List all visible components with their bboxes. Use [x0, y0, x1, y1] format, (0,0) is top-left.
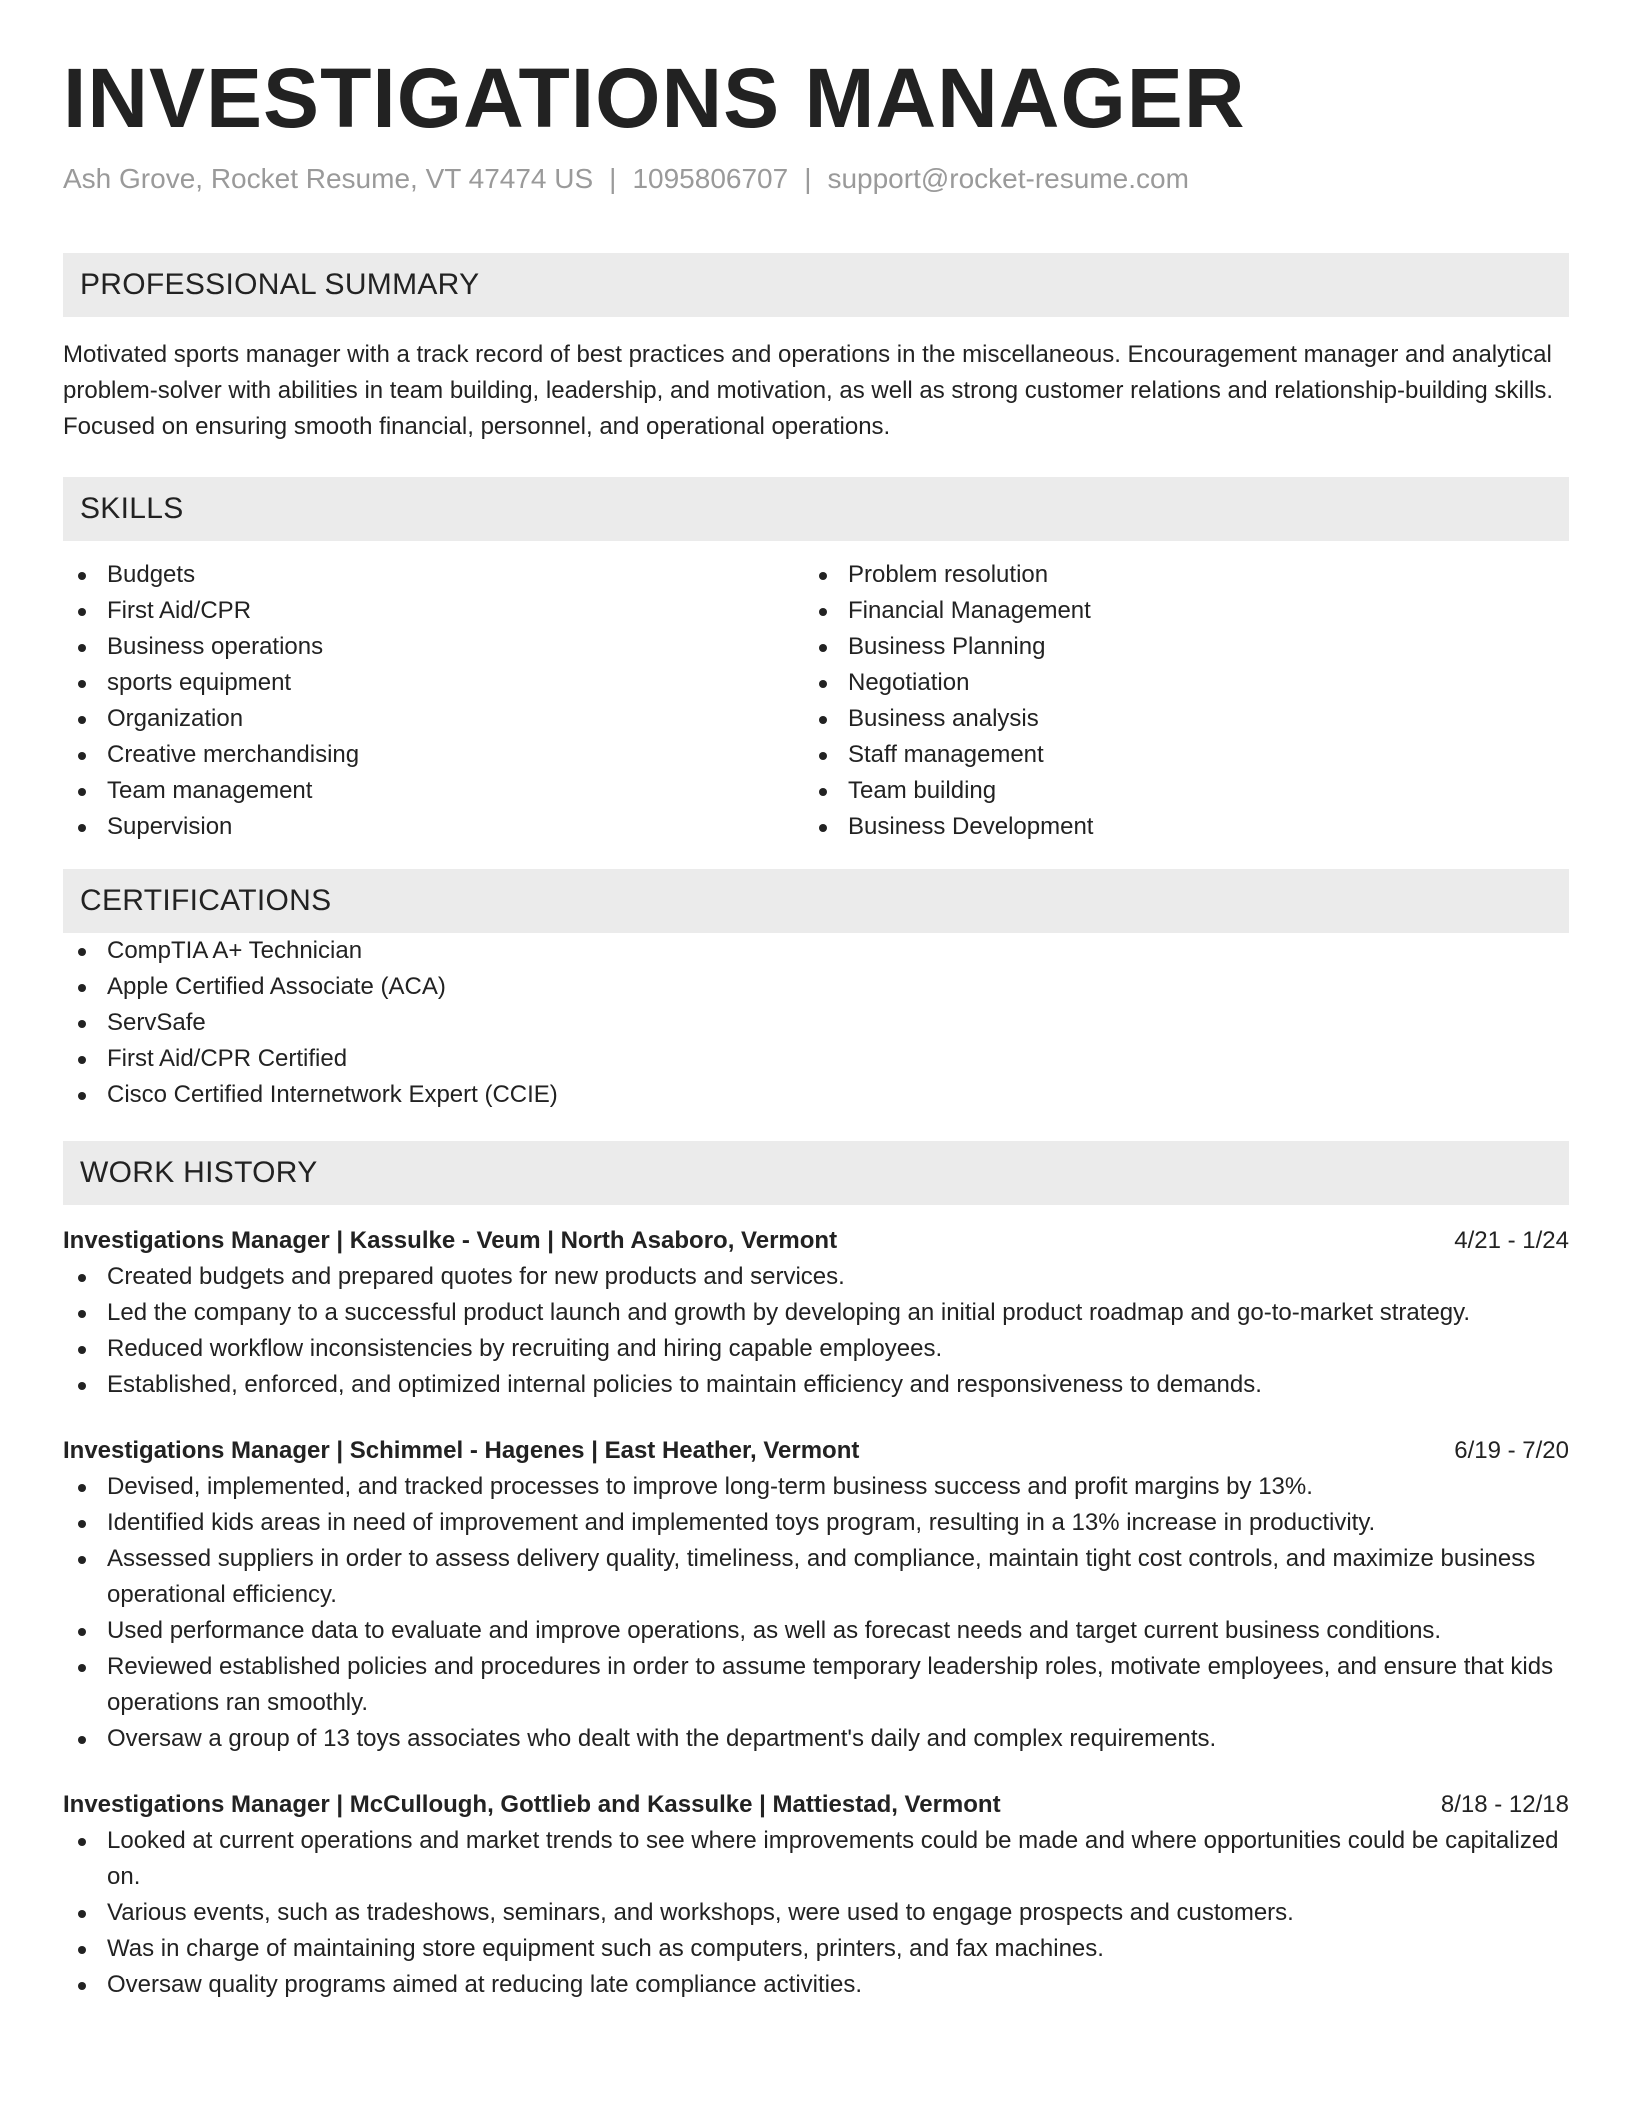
job-bullet: Led the company to a successful product launch and growth by developing an initial product roadmap and go-to-market strategy.	[63, 1295, 1569, 1331]
bullet-dot-icon	[78, 572, 86, 580]
bullet-dot-icon	[819, 572, 827, 580]
job-bullet-list	[63, 1469, 1569, 1757]
job-entry	[63, 1787, 1569, 2003]
skill-item: Business operations	[63, 629, 804, 665]
summary-text: Motivated sports manager with a track record of best practices and operations in the miscellaneous. Encouragement manager and analytical problem-solver with abilities in team building, leadership, and motivation, as well as strong customer relations and relationship-building skills. Focused on ensuring smooth financial, personnel, and operational operations.	[63, 340, 1554, 440]
contact-phone: 1095806707	[632, 162, 789, 194]
skill-item: Budgets	[63, 557, 804, 593]
bullet-dot-icon	[78, 716, 86, 724]
job-bullet: Reviewed established policies and procedures in order to assume temporary leadership roles, motivate employees, and ensure that kids operations ran smoothly.	[63, 1649, 1569, 1721]
certifications-section-heading: CERTIFICATIONS	[63, 869, 1569, 933]
skill-item: Business Planning	[804, 629, 1545, 665]
skills-grid	[63, 557, 1569, 845]
bullet-dot-icon	[78, 788, 86, 796]
job-dates: 8/18 - 12/18	[1440, 1790, 1569, 1818]
job-bullet: Reduced workflow inconsistencies by recruiting and hiring capable employees.	[63, 1331, 1569, 1367]
job-dates: 4/21 - 1/24	[1454, 1226, 1569, 1254]
skills-list-right	[804, 557, 1545, 845]
skill-item: Creative merchandising	[63, 737, 804, 773]
job-title: Investigations Manager | Kassulke - Veum | North Asaboro, Vermont	[63, 1226, 838, 1254]
bullet-dot-icon	[78, 680, 86, 688]
bullet-dot-icon	[78, 1274, 86, 1282]
bullet-dot-icon	[819, 644, 827, 652]
summary-section-heading: PROFESSIONAL SUMMARY	[63, 253, 1569, 317]
bullet-dot-icon	[819, 716, 827, 724]
certification-item: CompTIA A+ Technician	[63, 933, 1569, 969]
bullet-dot-icon	[78, 1628, 86, 1636]
job-bullet: Devised, implemented, and tracked processes to improve long-term business success and profit margins by 13%.	[63, 1469, 1569, 1505]
bullet-dot-icon	[78, 1092, 86, 1100]
skill-item: Business analysis	[804, 701, 1545, 737]
job-entry	[63, 1433, 1569, 1757]
job-entry	[63, 1223, 1569, 1403]
skill-item: Problem resolution	[804, 557, 1545, 593]
bullet-dot-icon	[819, 788, 827, 796]
bullet-dot-icon	[78, 1056, 86, 1064]
certification-item: ServSafe	[63, 1005, 1569, 1041]
job-bullet: Various events, such as tradeshows, seminars, and workshops, were used to engage prospects and customers.	[63, 1895, 1569, 1931]
job-bullet: Used performance data to evaluate and improve operations, as well as forecast needs and target current business conditions.	[63, 1613, 1569, 1649]
contact-separator: |	[609, 162, 617, 194]
job-header	[63, 1787, 1569, 1823]
skill-item: sports equipment	[63, 665, 804, 701]
job-bullet: Identified kids areas in need of improvement and implemented toys program, resulting in a 13% increase in productivity.	[63, 1505, 1569, 1541]
bullet-dot-icon	[819, 824, 827, 832]
skills-section-heading: SKILLS	[63, 477, 1569, 541]
job-title: Investigations Manager | McCullough, Gottlieb and Kassulke | Mattiestad, Vermont	[63, 1790, 1001, 1818]
job-title: Investigations Manager | Schimmel - Hagenes | East Heather, Vermont	[63, 1436, 860, 1464]
bullet-dot-icon	[819, 680, 827, 688]
bullet-dot-icon	[78, 1382, 86, 1390]
bullet-dot-icon	[78, 824, 86, 832]
skill-item: Business Development	[804, 809, 1545, 845]
bullet-dot-icon	[78, 1982, 86, 1990]
skill-item: First Aid/CPR	[63, 593, 804, 629]
bullet-dot-icon	[78, 1838, 86, 1846]
bullet-dot-icon	[78, 1946, 86, 1954]
bullet-dot-icon	[819, 752, 827, 760]
bullet-dot-icon	[78, 752, 86, 760]
job-bullet: Created budgets and prepared quotes for new products and services.	[63, 1259, 1569, 1295]
job-dates: 6/19 - 7/20	[1454, 1436, 1569, 1464]
skill-item: Staff management	[804, 737, 1545, 773]
bullet-dot-icon	[78, 1020, 86, 1028]
certification-item: Apple Certified Associate (ACA)	[63, 969, 1569, 1005]
bullet-dot-icon	[78, 1736, 86, 1744]
job-header	[63, 1433, 1569, 1469]
skill-item: Organization	[63, 701, 804, 737]
skill-item: Team building	[804, 773, 1545, 809]
skill-item: Financial Management	[804, 593, 1545, 629]
certification-item: First Aid/CPR Certified	[63, 1041, 1569, 1077]
job-bullet-list	[63, 1823, 1569, 2003]
bullet-dot-icon	[78, 984, 86, 992]
contact-line	[63, 161, 1569, 197]
certifications-list	[63, 933, 1569, 1113]
bullet-dot-icon	[78, 644, 86, 652]
bullet-dot-icon	[78, 1556, 86, 1564]
bullet-dot-icon	[78, 1910, 86, 1918]
job-header	[63, 1223, 1569, 1259]
skill-item: Team management	[63, 773, 804, 809]
work-history-section-heading: WORK HISTORY	[63, 1141, 1569, 1205]
bullet-dot-icon	[78, 1664, 86, 1672]
job-bullet: Was in charge of maintaining store equipment such as computers, printers, and fax machines.	[63, 1931, 1569, 1967]
job-bullet: Established, enforced, and optimized internal policies to maintain efficiency and responsiveness to demands.	[63, 1367, 1569, 1403]
bullet-dot-icon	[78, 1520, 86, 1528]
bullet-dot-icon	[78, 1346, 86, 1354]
resume-name-heading: INVESTIGATIONS MANAGER	[63, 51, 1246, 145]
bullet-dot-icon	[78, 608, 86, 616]
contact-email: support@rocket-resume.com	[827, 162, 1189, 194]
job-bullet: Assessed suppliers in order to assess delivery quality, timeliness, and compliance, maintain tight cost controls, and maximize business operational efficiency.	[63, 1541, 1569, 1613]
certification-item: Cisco Certified Internetwork Expert (CCIE)	[63, 1077, 1569, 1113]
bullet-dot-icon	[819, 608, 827, 616]
skill-item: Supervision	[63, 809, 804, 845]
skills-list-left	[63, 557, 804, 845]
contact-address: Ash Grove, Rocket Resume, VT 47474 US	[63, 162, 594, 194]
job-bullet: Oversaw quality programs aimed at reducing late compliance activities.	[63, 1967, 1569, 2003]
skill-item: Negotiation	[804, 665, 1545, 701]
job-bullet: Looked at current operations and market trends to see where improvements could be made and where opportunities could be capitalized on.	[63, 1823, 1569, 1895]
bullet-dot-icon	[78, 1310, 86, 1318]
contact-separator: |	[804, 162, 812, 194]
job-bullet-list	[63, 1259, 1569, 1403]
bullet-dot-icon	[78, 948, 86, 956]
bullet-dot-icon	[78, 1484, 86, 1492]
job-bullet: Oversaw a group of 13 toys associates who dealt with the department's daily and complex requirements.	[63, 1721, 1569, 1757]
